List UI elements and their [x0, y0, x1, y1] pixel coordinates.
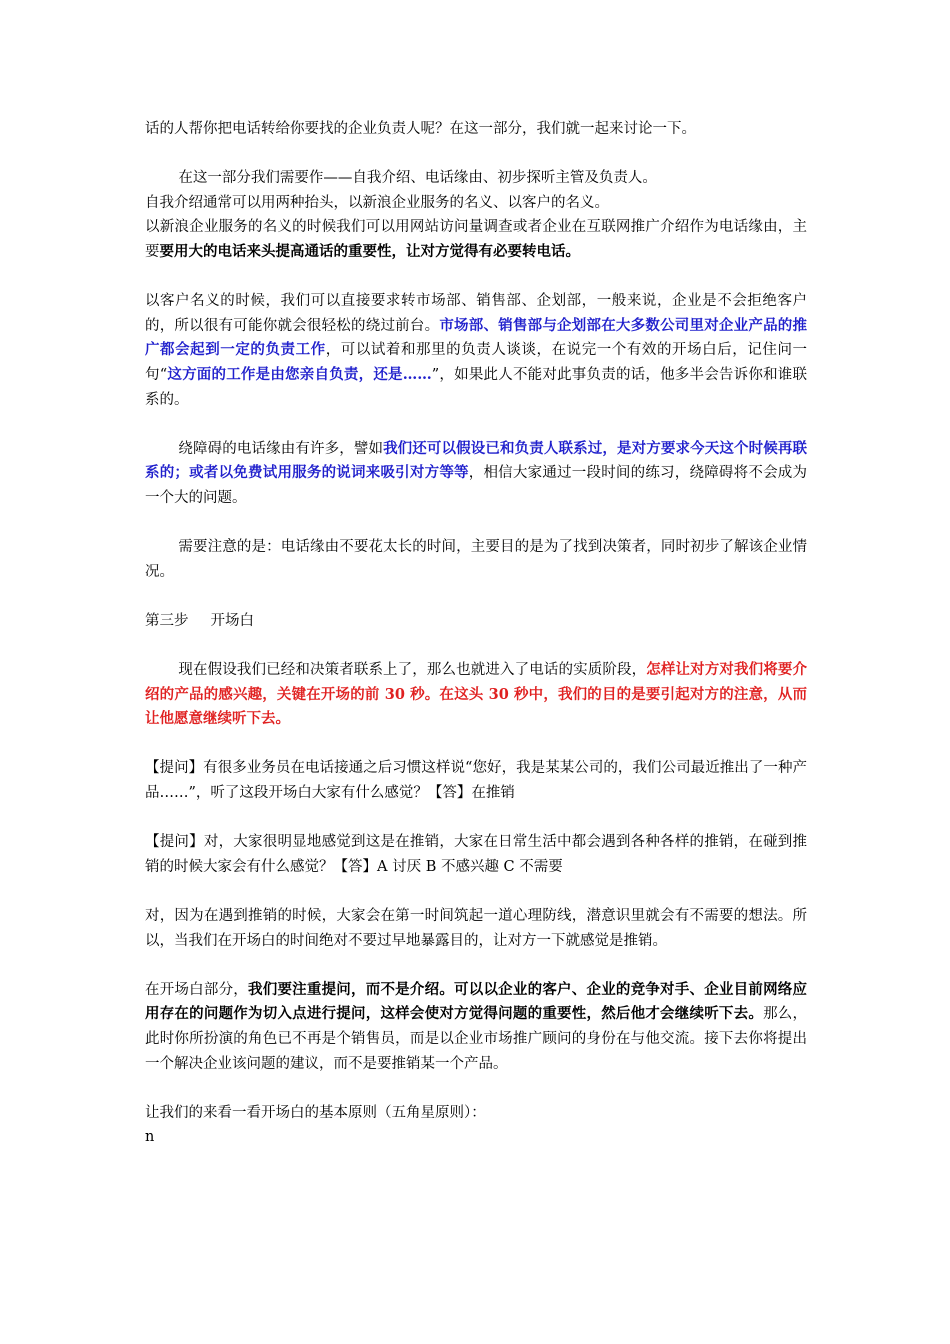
- step-label: 第三步: [145, 612, 189, 629]
- text-span: 那么，此时你所扮演的角色已不再是个销售员，而是以企业市场推广顾问的身份在与他交流。接下去你将提出一个解决企业该问题的建议，而不是要推销某一个产品。: [145, 1006, 808, 1072]
- text-span: ，可以试着和那里的负责人谈谈，在说完一个有效的开场白后，记住问一句“: [145, 342, 808, 383]
- highlight-red-text: 怎样让对方对我们将要介绍的产品的感兴趣，关键在开场的前 30 秒。在这头 30 秒中，我们的目的是要引起对方的注意，从而让他愿意继续听下去。: [145, 661, 808, 728]
- paragraph-obstacles: [145, 437, 807, 511]
- bold-text: 我们要注重提问，而不是介绍。可以以企业的客户、企业的竞争对手、企业目前网络应用存在的问题作为切入点进行提问，这样会使对方觉得问题的重要性，然后他才会继续听下去。: [145, 980, 808, 1023]
- paragraph-two-titles: [145, 191, 807, 216]
- section-heading-step3: [145, 609, 807, 634]
- text-span: 自我介绍通常可以用两种抬头，以新浪企业服务的名义、以客户的名义。: [145, 194, 609, 211]
- paragraph-opening: [145, 658, 807, 732]
- paragraph-sina-name: [145, 215, 807, 264]
- paragraph-bullet-n: [145, 1125, 807, 1150]
- text-span: 以客户名义的时候，我们可以直接要求转市场部、销售部、企划部，一般来说，企业是不会拒绝客户的，所以很有可能你就会很轻松的绕过前台。: [145, 293, 807, 334]
- text-span: 在这一部分我们需要作——自我介绍、电话缘由、初步探听主管及负责人。: [178, 170, 657, 187]
- paragraph-question-2: [145, 830, 807, 879]
- paragraph-defense: [145, 904, 807, 953]
- highlight-blue-text: 这方面的工作是由您亲自负责，还是……: [167, 365, 432, 383]
- text-span: 对，因为在遇到推销的时候，大家会在第一时间筑起一道心理防线，潜意识里就会有不需要的想法。所以，当我们在开场白的时间绝对不要过早地暴露目的，让对方一下就感觉是推销。: [145, 908, 807, 949]
- text-span: 【提问】有很多业务员在电话接通之后习惯这样说“您好，我是某某公司的，我们公司最近推出了一种产品……”，听了这段开场白大家有什么感觉？【答】在推销: [145, 760, 807, 802]
- text-span: 话的人帮你把电话转给你要找的企业负责人呢？在这一部分，我们就一起来讨论一下。: [145, 121, 696, 137]
- text-span: 需要注意的是：电话缘由不要花太长的时间，主要目的是为了找到决策者，同时初步了解该企业情况。: [145, 539, 807, 580]
- paragraph-question-1: [145, 756, 807, 805]
- paragraph-customer-name: [145, 289, 807, 412]
- document-page: [145, 117, 807, 1150]
- text-span: 【提问】对，大家很明显地感觉到这是在推销，大家在日常生活中都会遇到各种各样的推销，在碰到推销的时候大家会有什么感觉？【答】A 讨厌 B 不感兴趣 C 不需要: [145, 834, 807, 875]
- paragraph-questioning: [145, 978, 807, 1076]
- text-span: ，相信大家通过一段时间的练习，绕障碍将不会成为一个大的问题。: [145, 465, 807, 506]
- text-span: 现在假设我们已经和决策者联系上了，那么也就进入了电话的实质阶段，: [178, 662, 647, 679]
- highlight-blue-text: 我们还可以假设已和负责人联系过，是对方要求今天这个时候再联系的；或者以免费试用服务的说词来吸引对方等等: [145, 439, 807, 482]
- step-title: 开场白: [210, 612, 254, 629]
- paragraph-self-intro: [145, 166, 807, 191]
- bold-text: 要用大的电话来头提高通话的重要性，让对方觉得有必要转电话。: [159, 242, 580, 260]
- text-span: 让我们的来看一看开场白的基本原则（五角星原则）：: [145, 1104, 486, 1121]
- paragraph-note: [145, 535, 807, 584]
- paragraph-principles: [145, 1101, 807, 1126]
- text-span: n: [145, 1129, 155, 1146]
- highlight-blue-text: 市场部、销售部与企划部在大多数公司里对企业产品的推广都会起到一定的负责工作: [145, 316, 808, 359]
- text-span: 在开场白部分，: [145, 981, 249, 998]
- text-span: 绕障碍的电话缘由有许多，譬如: [178, 440, 384, 457]
- paragraph-intro: [145, 117, 807, 142]
- text-span: 以新浪企业服务的名义的时候我们可以用网站访问量调查或者企业在互联网推广介绍作为电话缘由，主要: [145, 219, 807, 260]
- text-span: ”，如果此人不能对此事负责的话，他多半会告诉你和谁联系的。: [145, 366, 807, 408]
